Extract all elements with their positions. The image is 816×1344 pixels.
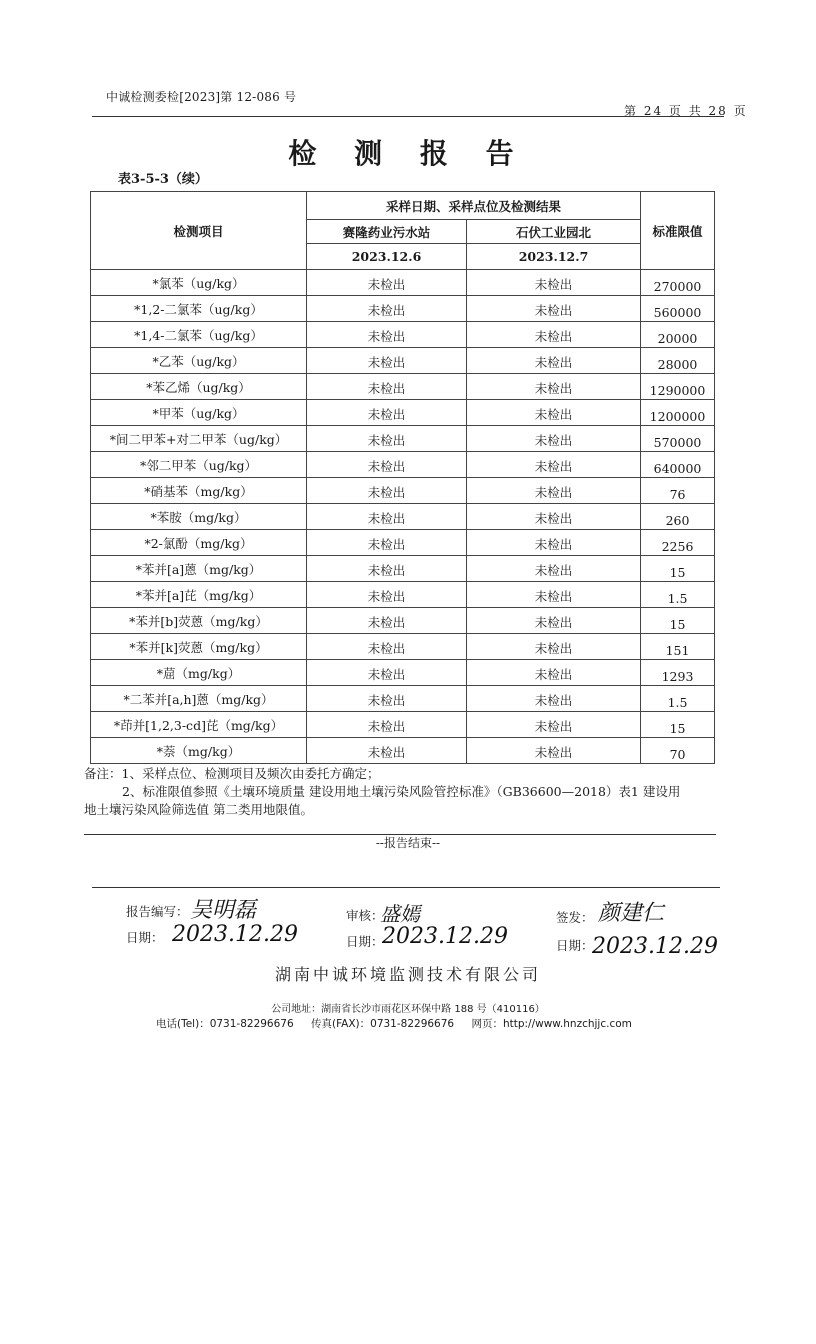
result-site-2: 未检出: [467, 738, 641, 764]
standard-limit: 76: [641, 478, 715, 504]
result-site-1: 未检出: [307, 582, 467, 608]
table-row: [91, 608, 715, 634]
result-site-1: 未检出: [307, 296, 467, 322]
result-site-2: 未检出: [467, 608, 641, 634]
result-site-2: 未检出: [467, 400, 641, 426]
signature-divider: [92, 887, 720, 888]
result-site-2: 未检出: [467, 504, 641, 530]
site-name-2: 石伏工业园北: [467, 220, 641, 244]
result-site-2: 未检出: [467, 634, 641, 660]
table-row: [91, 582, 715, 608]
detection-item: *苯并[a]蒽（mg/kg）: [91, 556, 307, 582]
standard-limit: 270000: [641, 270, 715, 296]
detection-item: *苯并[a]芘（mg/kg）: [91, 582, 307, 608]
standard-limit: 640000: [641, 452, 715, 478]
result-site-1: 未检出: [307, 712, 467, 738]
result-site-2: 未检出: [467, 712, 641, 738]
table-row: [91, 738, 715, 764]
site-name-1: 赛隆药业污水站: [307, 220, 467, 244]
issuer-label: 签发：: [556, 910, 594, 925]
result-site-2: 未检出: [467, 686, 641, 712]
result-site-1: 未检出: [307, 608, 467, 634]
standard-limit: 560000: [641, 296, 715, 322]
note-line-1: 备注：1、采样点位、检测项目及频次由委托方确定；: [84, 766, 380, 781]
result-site-1: 未检出: [307, 478, 467, 504]
result-site-1: 未检出: [307, 348, 467, 374]
detection-item: *1,2-二氯苯（ug/kg）: [91, 296, 307, 322]
site-date-1: 2023.12.6: [307, 244, 467, 270]
company-address: 公司地址：湖南省长沙市雨花区环保中路 188 号（410116）: [271, 1004, 545, 1015]
table-row: [91, 452, 715, 478]
table-row: [91, 374, 715, 400]
result-site-1: 未检出: [307, 322, 467, 348]
table-row: [91, 712, 715, 738]
results-table: [90, 191, 715, 764]
result-site-1: 未检出: [307, 504, 467, 530]
standard-limit: 15: [641, 556, 715, 582]
column-header-group: 采样日期、采样点位及检测结果: [307, 192, 641, 220]
table-row: [91, 348, 715, 374]
table-caption: 表3-5-3（续）: [118, 172, 208, 187]
detection-item: *甲苯（ug/kg）: [91, 400, 307, 426]
table-row: [91, 270, 715, 296]
standard-limit: 1293: [641, 660, 715, 686]
issuer-date: 2023.12.29: [592, 934, 718, 959]
standard-limit: 15: [641, 712, 715, 738]
standard-limit: 1200000: [641, 400, 715, 426]
table-row: [91, 504, 715, 530]
result-site-1: 未检出: [307, 660, 467, 686]
standard-limit: 70: [641, 738, 715, 764]
standard-limit: 260: [641, 504, 715, 530]
detection-item: *乙苯（ug/kg）: [91, 348, 307, 374]
company-contact: [156, 1016, 646, 1031]
company-fax: 传真(FAX)：0731-82296676: [311, 1018, 455, 1030]
table-row: [91, 634, 715, 660]
detection-item: *氯苯（ug/kg）: [91, 270, 307, 296]
report-end-mark: --报告结束--: [375, 836, 441, 850]
reviewer-date: 2023.12.29: [382, 924, 508, 949]
site-date-2: 2023.12.7: [467, 244, 641, 270]
company-name: 湖南中诚环境监测技术有限公司: [274, 965, 541, 984]
column-header-item: 检测项目: [91, 192, 307, 270]
table-row: [91, 530, 715, 556]
result-site-2: 未检出: [467, 556, 641, 582]
note-line-3: 地土壤污染风险筛选值 第二类用地限值。: [84, 802, 313, 817]
report-number: 中诚检测委检[2023]第 12-086 号: [106, 90, 297, 104]
author-label: 报告编写：: [126, 904, 189, 919]
column-header-limit: 标准限值: [641, 192, 715, 270]
detection-item: *硝基苯（mg/kg）: [91, 478, 307, 504]
author-date-label: 日期：: [126, 930, 164, 945]
page-info: 第 24 页 共 28 页: [624, 104, 748, 118]
result-site-1: 未检出: [307, 374, 467, 400]
result-site-1: 未检出: [307, 530, 467, 556]
result-site-2: 未检出: [467, 452, 641, 478]
detection-item: *1,4-二氯苯（ug/kg）: [91, 322, 307, 348]
result-site-1: 未检出: [307, 400, 467, 426]
reviewer-signature: 盛嫣: [380, 902, 420, 926]
issuer-date-label: 日期：: [556, 938, 594, 953]
result-site-2: 未检出: [467, 322, 641, 348]
standard-limit: 1.5: [641, 686, 715, 712]
detection-item: *二苯并[a,h]蒽（mg/kg）: [91, 686, 307, 712]
author-date: 2023.12.29: [172, 922, 298, 947]
table-row: [91, 686, 715, 712]
company-tel: 电话(Tel)：0731-82296676: [156, 1018, 294, 1030]
result-site-2: 未检出: [467, 270, 641, 296]
reviewer-date-label: 日期：: [346, 934, 384, 949]
standard-limit: 15: [641, 608, 715, 634]
detection-item: *苯并[b]荧蒽（mg/kg）: [91, 608, 307, 634]
result-site-2: 未检出: [467, 582, 641, 608]
note-line-2: 2、标准限值参照《土壤环境质量 建设用地土壤污染风险管控标准》（GB36600—2018）表1 建设用: [122, 784, 681, 799]
result-site-1: 未检出: [307, 452, 467, 478]
table-row: [91, 556, 715, 582]
result-site-1: 未检出: [307, 426, 467, 452]
table-row: [91, 426, 715, 452]
detection-item: *苯并[k]荧蒽（mg/kg）: [91, 634, 307, 660]
standard-limit: 2256: [641, 530, 715, 556]
result-site-2: 未检出: [467, 374, 641, 400]
standard-limit: 20000: [641, 322, 715, 348]
table-row: [91, 296, 715, 322]
result-site-2: 未检出: [467, 296, 641, 322]
reviewer-label: 审核：: [346, 908, 384, 923]
standard-limit: 1.5: [641, 582, 715, 608]
report-title: 检 测 报 告: [288, 137, 528, 170]
detection-item: *2-氯酚（mg/kg）: [91, 530, 307, 556]
standard-limit: 28000: [641, 348, 715, 374]
table-row: [91, 322, 715, 348]
issuer-signature: 颜建仁: [598, 901, 665, 926]
result-site-1: 未检出: [307, 686, 467, 712]
standard-limit: 1290000: [641, 374, 715, 400]
detection-item: *苯乙烯（ug/kg）: [91, 374, 307, 400]
standard-limit: 570000: [641, 426, 715, 452]
company-web: 网页：http://www.hnzchjjc.com: [471, 1018, 632, 1030]
result-site-1: 未检出: [307, 556, 467, 582]
result-site-2: 未检出: [467, 478, 641, 504]
result-site-2: 未检出: [467, 530, 641, 556]
author-signature: 吴明磊: [190, 898, 257, 923]
detection-item: *苯胺（mg/kg）: [91, 504, 307, 530]
result-site-1: 未检出: [307, 738, 467, 764]
detection-item: *䓛（mg/kg）: [91, 660, 307, 686]
result-site-1: 未检出: [307, 270, 467, 296]
result-site-2: 未检出: [467, 348, 641, 374]
header-divider: [92, 116, 724, 117]
detection-item: *邻二甲苯（ug/kg）: [91, 452, 307, 478]
result-site-1: 未检出: [307, 634, 467, 660]
table-row: [91, 400, 715, 426]
detection-item: *茚并[1,2,3-cd]芘（mg/kg）: [91, 712, 307, 738]
notes: [84, 765, 720, 819]
result-site-2: 未检出: [467, 660, 641, 686]
standard-limit: 151: [641, 634, 715, 660]
detection-item: *萘（mg/kg）: [91, 738, 307, 764]
table-row: [91, 478, 715, 504]
result-site-2: 未检出: [467, 426, 641, 452]
table-row: [91, 660, 715, 686]
detection-item: *间二甲苯+对二甲苯（ug/kg）: [91, 426, 307, 452]
